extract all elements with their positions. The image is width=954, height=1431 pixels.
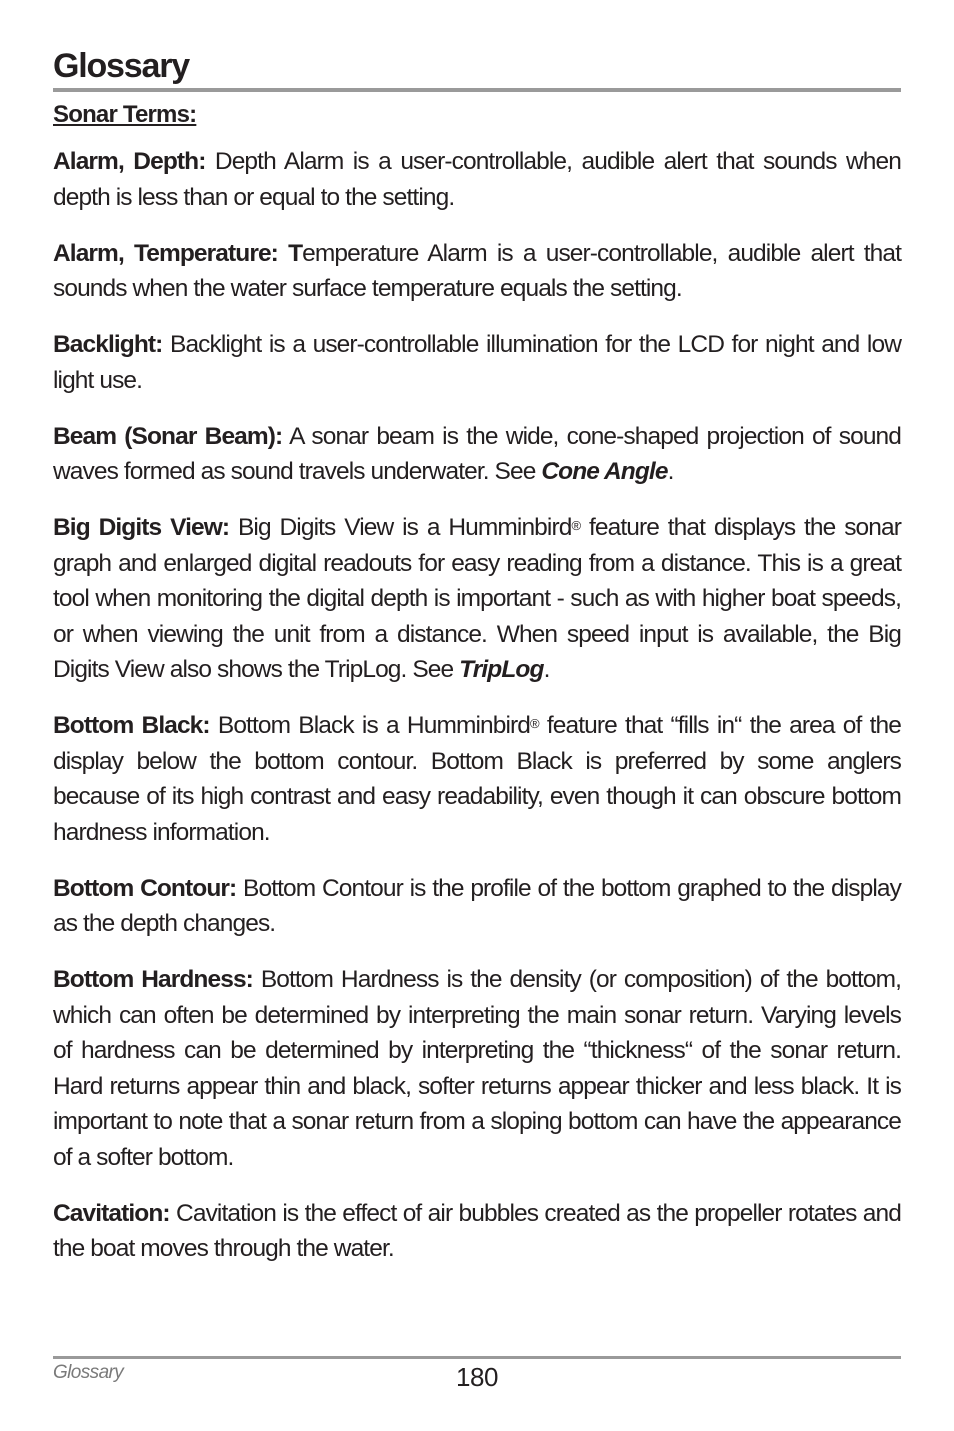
glossary-term: Alarm, Depth:	[53, 148, 206, 175]
cross-reference-triplog: TripLog	[459, 656, 544, 683]
glossary-entry-backlight	[53, 327, 901, 398]
glossary-entries	[53, 144, 901, 1287]
glossary-term: Backlight:	[53, 331, 163, 358]
footer-section-label: Glossary	[53, 1362, 124, 1383]
punctuation: .	[543, 656, 550, 683]
glossary-definition: Cavitation is the effect of air bubbles created as the propeller rotates and the boat moves through the water.	[53, 1199, 901, 1262]
glossary-definition: Big Digits View is a Humminbird	[229, 514, 572, 541]
glossary-term: Bottom Black:	[53, 712, 210, 739]
glossary-term: Alarm, Temperature: T	[53, 239, 303, 267]
cross-reference-cone-angle: Cone Angle	[541, 458, 668, 485]
section-heading: Sonar Terms:	[53, 101, 197, 128]
glossary-entry-bottom-hardness	[53, 962, 901, 1175]
footer-divider	[53, 1356, 901, 1359]
glossary-entry-alarm-temperature	[53, 236, 901, 307]
glossary-entry-big-digits-view	[53, 510, 901, 688]
glossary-term: Bottom Contour:	[53, 874, 237, 902]
registered-mark: ®	[571, 518, 581, 533]
glossary-term: Big Digits View:	[53, 514, 230, 541]
glossary-term: Bottom Hardness:	[53, 966, 253, 993]
glossary-definition: Backlight is a user-controllable illumination for the LCD for night and low light use.	[53, 331, 901, 394]
glossary-term: Beam (Sonar Beam):	[53, 422, 283, 450]
glossary-entry-alarm-depth	[53, 144, 901, 215]
page-title: Glossary	[53, 47, 189, 85]
glossary-definition: Bottom Hardness is the density (or composition) of the bottom, which can often be determined by interpreting the main sonar return. Varying levels of hardness can be determined by interpreting the “thickness“ of the sonar return. Hard returns appear thin and black, softer returns appear thicker and less black. It is important to note that a sonar return from a sloping bottom can have the appearance of a softer bottom.	[53, 966, 901, 1171]
glossary-definition: emperature Alarm is a user-controllable, audible alert that sounds when the water surface temperature equals the setting.	[53, 239, 902, 302]
glossary-entry-bottom-contour	[53, 871, 901, 942]
page-number: 180	[456, 1362, 498, 1392]
punctuation: .	[667, 458, 674, 485]
glossary-definition: Bottom Black is a Humminbird	[209, 712, 530, 739]
glossary-definition: A sonar beam is the wide, cone-shaped projection of sound waves formed as sound travels underwater. See	[53, 422, 902, 485]
glossary-definition-continued: feature that displays the sonar graph and enlarged digital readouts for easy reading from a distance. This is a great tool when monitoring the digital depth is important - such as with higher boat speeds, or when viewing the unit from a distance. When speed input is available, the Big Digits View also shows the TripLog. See	[53, 514, 901, 683]
glossary-term: Cavitation:	[53, 1199, 170, 1227]
glossary-definition-continued: feature that “fills in“ the area of the display below the bottom contour. Bottom Black is preferred by some anglers because of its high contrast and easy readability, even though it can obscure bottom hardness information.	[53, 712, 901, 846]
glossary-entry-beam	[53, 419, 901, 490]
title-divider	[53, 88, 901, 92]
glossary-entry-bottom-black	[53, 708, 901, 850]
registered-mark: ®	[529, 716, 539, 731]
glossary-definition: Bottom Contour is the profile of the bottom graphed to the display as the depth changes.	[53, 874, 901, 937]
glossary-entry-cavitation	[53, 1196, 901, 1267]
glossary-definition: Depth Alarm is a user-controllable, audible alert that sounds when depth is less than or equal to the setting.	[53, 148, 901, 211]
